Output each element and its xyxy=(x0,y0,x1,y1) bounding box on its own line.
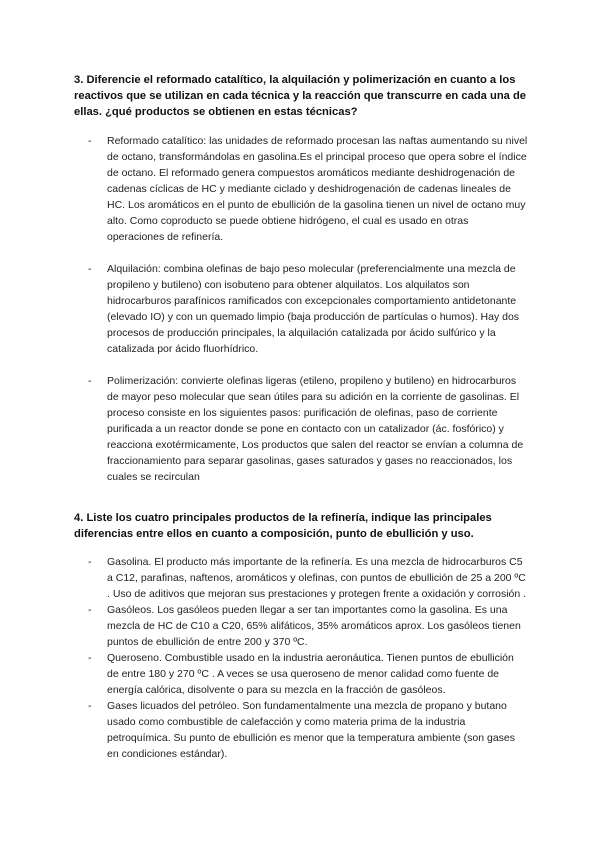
list-item-text: Gasolina. El producto más importante de la refinería. Es una mezcla de hidrocarburos C5 a C12, parafinas, naftenos, aromáticos y olefinas, con puntos de ebullición de 25 a 200 ºC . Uso de aditivos que mejoran sus prestaciones y protegen frente a oxidación y corrosión . xyxy=(107,556,527,600)
list-bullet: - xyxy=(88,556,92,568)
list-item xyxy=(88,373,528,485)
list-bullet: - xyxy=(88,652,92,664)
question-3-answer-list xyxy=(88,133,528,501)
question-3-heading: 3. Diferencie el reformado catalítico, la alquilación y polimerización en cuanto a los reactivos que se utilizan en cada técnica y la reacción que transcurre en cada una de ellas. ¿qué productos se obtienen en estas técnicas? xyxy=(74,74,527,118)
list-bullet: - xyxy=(88,263,92,275)
list-bullet: - xyxy=(88,135,92,147)
list-bullet: - xyxy=(88,375,92,387)
list-item xyxy=(88,554,528,602)
list-item xyxy=(88,650,528,698)
list-item-text: Queroseno. Combustible usado en la industria aeronáutica. Tienen puntos de ebullición de entre 180 y 270 ºC . A veces se usa queroseno de menor calidad como fuente de energía calórica, disolvente o para su mezcla en la fracción de gasóleos. xyxy=(107,652,514,696)
list-item-text: Reformado catalítico: las unidades de reformado procesan las naftas aumentando su nivel de octano, transformándolas en gasolina.Es el principal proceso que opera sobre el índice de octano. El reformado genera compuestos aromáticos mediante deshidrogenación de cadenas cíclicas de HC y mediante ciclado y deshidrogenación de cadenas lineales de HC. Los aromáticos en el punto de ebullición de la gasolina tienen un nivel de octano muy alto. Como coproducto se puede obtiene hidrógeno, el cual es usado en otras operaciones de refinería. xyxy=(107,135,528,243)
list-item-text: Polimerización: convierte olefinas ligeras (etileno, propileno y butileno) en hidrocarburos de mayor peso molecular que sean útiles para su adición en la corriente de gasolinas. El proceso consiste en los siguientes pasos: purificación de olefinas, paso de corriente purificada a un reactor donde se pone en contacto con un catalizador (ác. fosfórico) y reacciona exotérmicamente, Los productos que salen del reactor se envían a columna de fraccionamiento para separar gasolinas, gases saturados y gases no reaccionados, los cuales se recirculan xyxy=(107,375,524,483)
list-item xyxy=(88,261,528,357)
list-item xyxy=(88,602,528,650)
question-4-heading: 4. Liste los cuatro principales productos de la refinería, indique las principales diferencias entre ellos en cuanto a composición, punto de ebullición y uso. xyxy=(74,512,492,540)
list-bullet: - xyxy=(88,604,92,616)
list-item-text: Alquilación: combina olefinas de bajo peso molecular (preferencialmente una mezcla de propileno y butileno) con isobuteno para obtener alquilatos. Los alquilatos son hidrocarburos parafínicos ramificados con excepcionales comportamiento antidetonante (elevado IO) y con un quemado limpio (baja producción de partículas o humos). Hay dos procesos de producción principales, la alquilación catalizada por ácido sulfúrico y la catalizada por ácido fluorhídrico. xyxy=(107,263,520,355)
list-item-text: Gases licuados del petróleo. Son fundamentalmente una mezcla de propano y butano usado como combustible de calefacción y como materia prima de la industria petroquímica. Su punto de ebullición es menor que la temperatura ambiente (son gases en condiciones estándar). xyxy=(107,700,515,760)
question-4-answer-list xyxy=(88,554,528,762)
list-bullet: - xyxy=(88,700,92,712)
list-item xyxy=(88,133,528,245)
list-item-text: Gasóleos. Los gasóleos pueden llegar a ser tan importantes como la gasolina. Es una mezcla de HC de C10 a C20, 65% alifáticos, 35% aromáticos aprox. Los gasóleos tienen puntos de ebullición de entre 200 y 370 ºC. xyxy=(107,604,521,648)
list-item xyxy=(88,698,528,762)
